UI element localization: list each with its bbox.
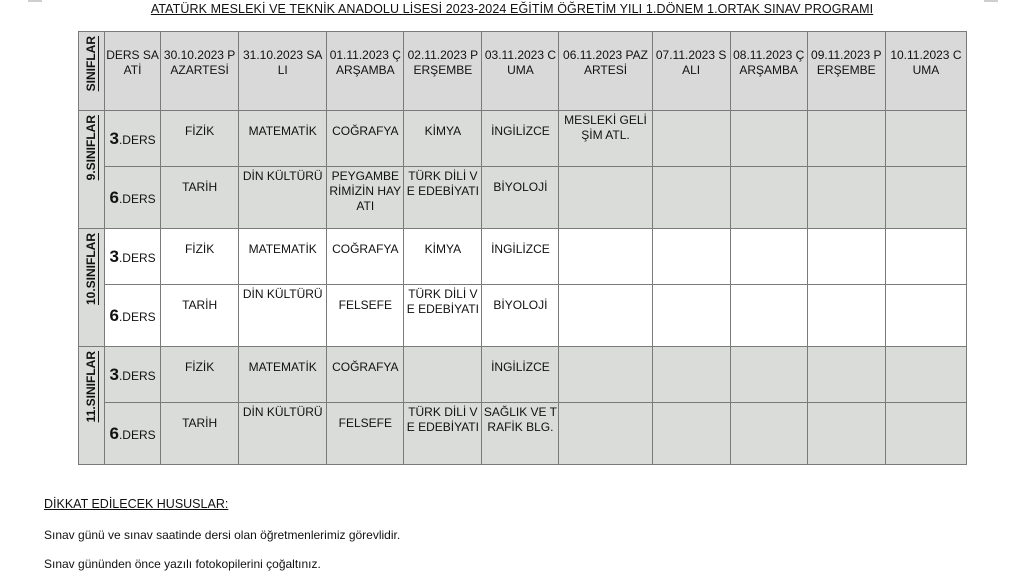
subject-cell: COĞRAFYA bbox=[327, 229, 404, 285]
period-cell bbox=[105, 229, 161, 285]
classes-header-label: SINIFLAR bbox=[84, 36, 98, 92]
subject-cell bbox=[652, 167, 730, 229]
class-group-10 bbox=[79, 229, 105, 347]
subject-cell: COĞRAFYA bbox=[327, 347, 404, 403]
table-row bbox=[79, 167, 967, 229]
date-header: 31.10.2023 SALI bbox=[239, 32, 327, 111]
period-cell bbox=[105, 403, 161, 465]
subject-cell: MATEMATİK bbox=[239, 111, 327, 167]
period-unit: .DERS bbox=[118, 310, 156, 324]
subject-cell: MESLEKİ GELİŞİM ATL. bbox=[559, 111, 652, 167]
period-unit: .DERS bbox=[118, 251, 156, 265]
date-header: 02.11.2023 PERŞEMBE bbox=[404, 32, 482, 111]
subject-cell: TÜRK DİLİ VE EDEBİYATI bbox=[404, 167, 482, 229]
document-title: ATATÜRK MESLEKİ VE TEKNİK ANADOLU LİSESİ 2023-2024 EĞİTİM ÖĞRETİM YILI 1.DÖNEM 1.ORTAK SINAV PROGRAMI bbox=[150, 2, 874, 16]
subject-cell: İNGİLİZCE bbox=[482, 229, 559, 285]
subject-cell bbox=[807, 229, 885, 285]
subject-cell: KİMYA bbox=[404, 111, 482, 167]
period-number: 6 bbox=[109, 424, 119, 443]
subject-cell bbox=[807, 167, 885, 229]
subject-cell bbox=[885, 347, 966, 403]
subject-cell bbox=[652, 229, 730, 285]
period-number: 3 bbox=[109, 247, 119, 266]
notes-heading: DİKKAT EDİLECEK HUSUSLAR: bbox=[44, 497, 229, 511]
subject-cell bbox=[730, 229, 807, 285]
subject-cell bbox=[404, 347, 482, 403]
subject-cell: İNGİLİZCE bbox=[482, 111, 559, 167]
date-header: 09.11.2023 PERŞEMBE bbox=[807, 32, 885, 111]
subject-cell bbox=[885, 229, 966, 285]
date-header: 10.11.2023 CUMA bbox=[885, 32, 966, 111]
period-unit: .DERS bbox=[118, 192, 156, 206]
subject-cell bbox=[730, 347, 807, 403]
table-row bbox=[79, 229, 967, 285]
subject-cell: DİN KÜLTÜRÜ bbox=[239, 285, 327, 347]
subject-cell bbox=[807, 403, 885, 465]
period-unit: .DERS bbox=[118, 428, 156, 442]
subject-cell: TÜRK DİLİ VE EDEBİYATI bbox=[404, 403, 482, 465]
subject-cell bbox=[730, 285, 807, 347]
subject-cell bbox=[730, 167, 807, 229]
subject-cell: FELSEFE bbox=[327, 403, 404, 465]
date-header: 30.10.2023 PAZARTESİ bbox=[161, 32, 239, 111]
subject-cell bbox=[652, 403, 730, 465]
date-header: 06.11.2023 PAZARTESİ bbox=[559, 32, 652, 111]
subject-cell: DİN KÜLTÜRÜ bbox=[239, 403, 327, 465]
period-number: 3 bbox=[109, 129, 119, 148]
date-header: 01.11.2023 ÇARŞAMBA bbox=[327, 32, 404, 111]
subject-cell bbox=[807, 285, 885, 347]
subject-cell: FELSEFE bbox=[327, 285, 404, 347]
subject-cell bbox=[559, 167, 652, 229]
subject-cell bbox=[885, 403, 966, 465]
table-row bbox=[79, 403, 967, 465]
date-header: 03.11.2023 CUMA bbox=[482, 32, 559, 111]
subject-cell: BİYOLOJİ bbox=[482, 285, 559, 347]
period-cell bbox=[105, 347, 161, 403]
subject-cell: SAĞLIK VE TRAFİK BLG. bbox=[482, 403, 559, 465]
subject-cell: COĞRAFYA bbox=[327, 111, 404, 167]
subject-cell bbox=[807, 111, 885, 167]
period-cell bbox=[105, 285, 161, 347]
subject-cell bbox=[885, 167, 966, 229]
exam-schedule-table bbox=[78, 31, 967, 465]
subject-cell bbox=[559, 285, 652, 347]
classes-header bbox=[79, 32, 105, 111]
date-header: 08.11.2023 ÇARŞAMBA bbox=[730, 32, 807, 111]
table-row bbox=[79, 285, 967, 347]
subject-cell: İNGİLİZCE bbox=[482, 347, 559, 403]
header-row bbox=[79, 32, 967, 111]
subject-cell: TARİH bbox=[161, 403, 239, 465]
subject-cell: TARİH bbox=[161, 167, 239, 229]
subject-cell: TÜRK DİLİ VE EDEBİYATI bbox=[404, 285, 482, 347]
note-item: Sınav gününden önce yazılı fotokopilerini çoğaltınız. bbox=[44, 557, 321, 571]
subject-cell bbox=[885, 285, 966, 347]
subject-cell bbox=[807, 347, 885, 403]
subject-cell: PEYGAMBERİMİZİN HAYATI bbox=[327, 167, 404, 229]
class-group-9 bbox=[79, 111, 105, 229]
class-group-label: 9.SINIFLAR bbox=[84, 115, 98, 181]
subject-cell bbox=[652, 285, 730, 347]
table-row bbox=[79, 347, 967, 403]
date-header: 07.11.2023 SALI bbox=[652, 32, 730, 111]
period-unit: .DERS bbox=[118, 133, 156, 147]
subject-cell bbox=[559, 229, 652, 285]
subject-cell bbox=[559, 347, 652, 403]
period-number: 6 bbox=[109, 306, 119, 325]
note-item: Sınav günü ve sınav saatinde dersi olan öğretmenlerimiz görevlidir. bbox=[44, 528, 401, 542]
subject-cell: FİZİK bbox=[161, 111, 239, 167]
subject-cell bbox=[730, 403, 807, 465]
subject-cell bbox=[885, 111, 966, 167]
period-unit: .DERS bbox=[118, 369, 156, 383]
subject-cell bbox=[652, 347, 730, 403]
subject-cell: MATEMATİK bbox=[239, 229, 327, 285]
subject-cell: DİN KÜLTÜRÜ bbox=[239, 167, 327, 229]
subject-cell bbox=[652, 111, 730, 167]
class-group-11 bbox=[79, 347, 105, 465]
period-number: 3 bbox=[109, 365, 119, 384]
subject-cell: TARİH bbox=[161, 285, 239, 347]
subject-cell: FİZİK bbox=[161, 229, 239, 285]
subject-cell: MATEMATİK bbox=[239, 347, 327, 403]
class-group-label: 10.SINIFLAR bbox=[84, 233, 98, 306]
subject-cell: BİYOLOJİ bbox=[482, 167, 559, 229]
subject-cell: KİMYA bbox=[404, 229, 482, 285]
class-group-label: 11.SINIFLAR bbox=[84, 351, 98, 423]
period-cell bbox=[105, 111, 161, 167]
table-row bbox=[79, 111, 967, 167]
period-header: DERS SAATİ bbox=[105, 32, 161, 111]
subject-cell: FİZİK bbox=[161, 347, 239, 403]
period-cell bbox=[105, 167, 161, 229]
subject-cell bbox=[730, 111, 807, 167]
period-number: 6 bbox=[109, 188, 119, 207]
subject-cell bbox=[559, 403, 652, 465]
